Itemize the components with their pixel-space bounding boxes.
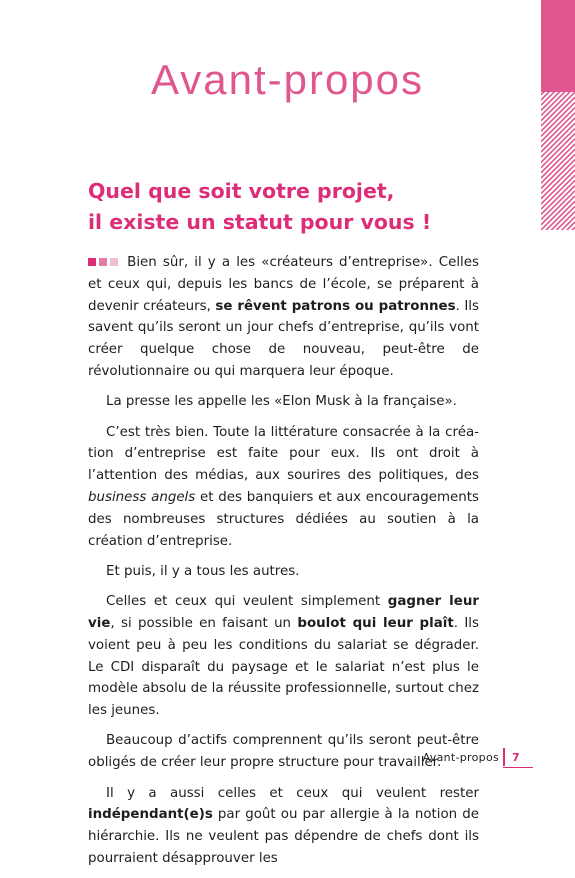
text-run: Bien sûr, il y a les «créateurs d’entreprise». Celles et ceux qui, depuis les bancs de l’école, se préparent à devenir créateurs, (88, 255, 479, 314)
text-run: et des banquiers et aux encouragements des nombreuses structures dédiées au soutien à la création d’entreprise. (88, 489, 479, 549)
paragraph (88, 391, 479, 413)
text-run: La presse les appelle les «Elon Musk à la française». (106, 394, 457, 410)
corner-stripes-icon (541, 0, 575, 230)
text-run: Beaucoup d’actifs comprennent qu’ils seront peut-être obligés de créer leur propre structure pour travailler. (88, 733, 479, 771)
subtitle-line-1: Quel que soit votre projet, (88, 179, 395, 203)
paragraph (88, 252, 479, 383)
footer-divider (503, 748, 505, 766)
paragraph (88, 783, 479, 870)
footer-underline (503, 767, 533, 768)
emphasis-text: se rêvent patrons ou patronnes (215, 298, 456, 314)
subtitle-line-2: il existe un statut pour vous ! (88, 210, 432, 234)
page-number: 7 (512, 751, 520, 764)
emphasis-text: gagner leur vie (88, 594, 479, 631)
footer-section-label: Avant-propos (422, 751, 499, 764)
text-run: Et puis, il y a tous les autres. (106, 563, 300, 579)
body-text (88, 252, 479, 878)
text-run: . Ils savent qu’ils seront un jour chefs d’entreprise, qu’ils vont créer quelque chose de nouveau, peut-être de révolutionnaire ou qui marquera leur époque. (88, 298, 479, 379)
emphasis-text: indépendant(e)s (88, 807, 213, 823)
text-run: par goût ou par allergie à la notion de hiérarchie. Ils ne veulent pas dépendre de chefs dont ils pourraient désapprouver les (88, 807, 479, 866)
paragraph (88, 591, 479, 722)
text-run: C’est très bien. Toute la littérature consacrée à la création d’entreprise est faite pour eux. Ils ont droit à l’attention des médias, aux sourires des politiques, des (88, 424, 479, 484)
text-run: . Ils voient peu à peu les conditions du salariat se dégrader. Le CDI disparaît du paysage et le salariat n’est plus le modèle absolu de la réussite professionnelle, surtout chez les jeunes. (88, 615, 479, 719)
italic-text: business angels (88, 489, 196, 505)
text-run: Il y a aussi celles et ceux qui veulent rester (106, 785, 479, 801)
section-subtitle (88, 176, 431, 238)
text-run: , si possible en faisant un (110, 615, 298, 631)
page-title: Avant-propos (150, 56, 425, 103)
page-footer (0, 751, 575, 771)
emphasis-text: boulot qui leur plaît (297, 615, 454, 631)
text-run: Celles et ceux qui veulent simplement (106, 594, 388, 610)
paragraph (88, 561, 479, 583)
paragraph-marker-icon (88, 255, 121, 270)
paragraph (88, 422, 479, 553)
